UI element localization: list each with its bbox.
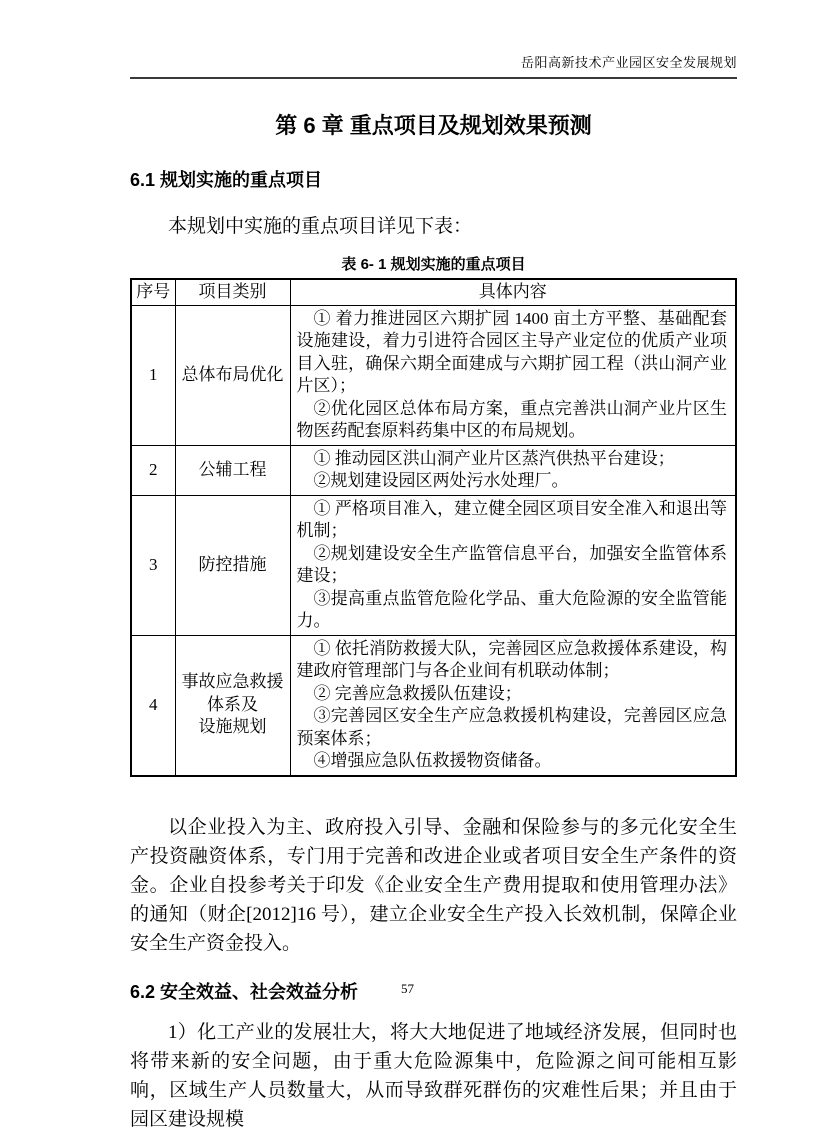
key-projects-table: [130, 278, 737, 777]
row-detail: [290, 635, 736, 776]
investment-paragraph: 以企业投入为主、政府投入引导、金融和保险参与的多元化安全生产投资融资体系，专门用于完善和改进企业或者项目安全生产条件的资金。企业自投参考关于印发《企业安全生产费用提取和使用管理办法》的通知（财企[2012]16 号），建立企业安全生产投入长效机制，保障企业安全生产资金投入。: [130, 816, 737, 954]
detail-item: ① 严格项目准入，建立健全园区项目安全准入和退出等机制；: [296, 498, 727, 540]
table-caption: 表 6- 1 规划实施的重点项目: [341, 256, 526, 273]
detail-item: ① 着力推进园区六期扩园 1400 亩土方平整、基础配套设施建设，着力引进符合园区主导产业定位的优质产业项目入驻，确保六期全面建成与六期扩园工程（洪山洞产业片区）；: [296, 308, 727, 395]
row-no: 4: [131, 635, 175, 776]
row-category-line: 设施规划: [198, 717, 267, 737]
detail-item: ②规划建设安全生产监管信息平台，加强安全监管体系建设；: [296, 543, 727, 585]
detail-item: ③完善园区安全生产应急救援机构建设，完善园区应急预案体系；: [296, 706, 727, 748]
row-no: 3: [131, 495, 175, 635]
row-category: [175, 635, 290, 776]
column-header-detail: 具体内容: [290, 279, 736, 305]
table-row: [131, 495, 736, 635]
row-category: 防控措施: [175, 495, 290, 635]
section-heading-6-1: 6.1 规划实施的重点项目: [130, 170, 323, 190]
row-category-line: 事故应急救援: [181, 672, 284, 692]
detail-item: ③提高重点监管危险化学品、重大危险源的安全监管能力。: [296, 588, 727, 630]
row-category: 总体布局优化: [175, 305, 290, 445]
detail-item: ②规划建设园区两处污水处理厂。: [313, 471, 569, 490]
page-number: 57: [401, 981, 414, 996]
table-row: [131, 635, 736, 776]
detail-item: ① 依托消防救援大队，完善园区应急救援体系建设，构建政府管理部门与各企业间有机联动体制；: [296, 638, 727, 680]
chapter-title: 第 6 章 重点项目及规划效果预测: [275, 113, 592, 138]
row-detail: [290, 305, 736, 445]
detail-item: ② 完善应急救援队伍建设；: [313, 683, 522, 703]
detail-item: ④增强应急队伍救援物资储备。: [313, 751, 552, 770]
row-no: 1: [131, 305, 175, 445]
row-detail: [290, 495, 736, 635]
row-detail: [290, 445, 736, 495]
detail-item: ②优化园区总体布局方案，重点完善洪山洞产业片区生物医药配套原料药集中区的布局规划。: [296, 398, 727, 440]
row-category: 公辅工程: [175, 445, 290, 495]
table-row: [131, 445, 736, 495]
table-header-row: [131, 279, 736, 305]
page-header-title: 岳阳高新技术产业园区安全发展规划: [130, 52, 737, 79]
benefit-analysis-paragraph: 1）化工产业的发展壮大，将大大地促进了地域经济发展，但同时也将带来新的安全问题，由于重大危险源集中，危险源之间可能相互影响，区域生产人员数量大，从而导致群死群伤的灾难性后果；并且由于园区建设规模: [130, 1021, 737, 1130]
section-heading-6-2: 6.2 安全效益、社会效益分析: [130, 981, 359, 1002]
row-no: 2: [131, 445, 175, 495]
detail-item: ① 推动园区洪山洞产业片区蒸汽供热平台建设；: [313, 448, 675, 468]
column-header-category: 项目类别: [175, 279, 290, 305]
intro-paragraph: 本规划中实施的重点项目详见下表：: [168, 216, 473, 237]
table-row: [131, 305, 736, 445]
row-category-line: 体系及: [207, 694, 258, 714]
column-header-no: 序号: [131, 279, 175, 305]
